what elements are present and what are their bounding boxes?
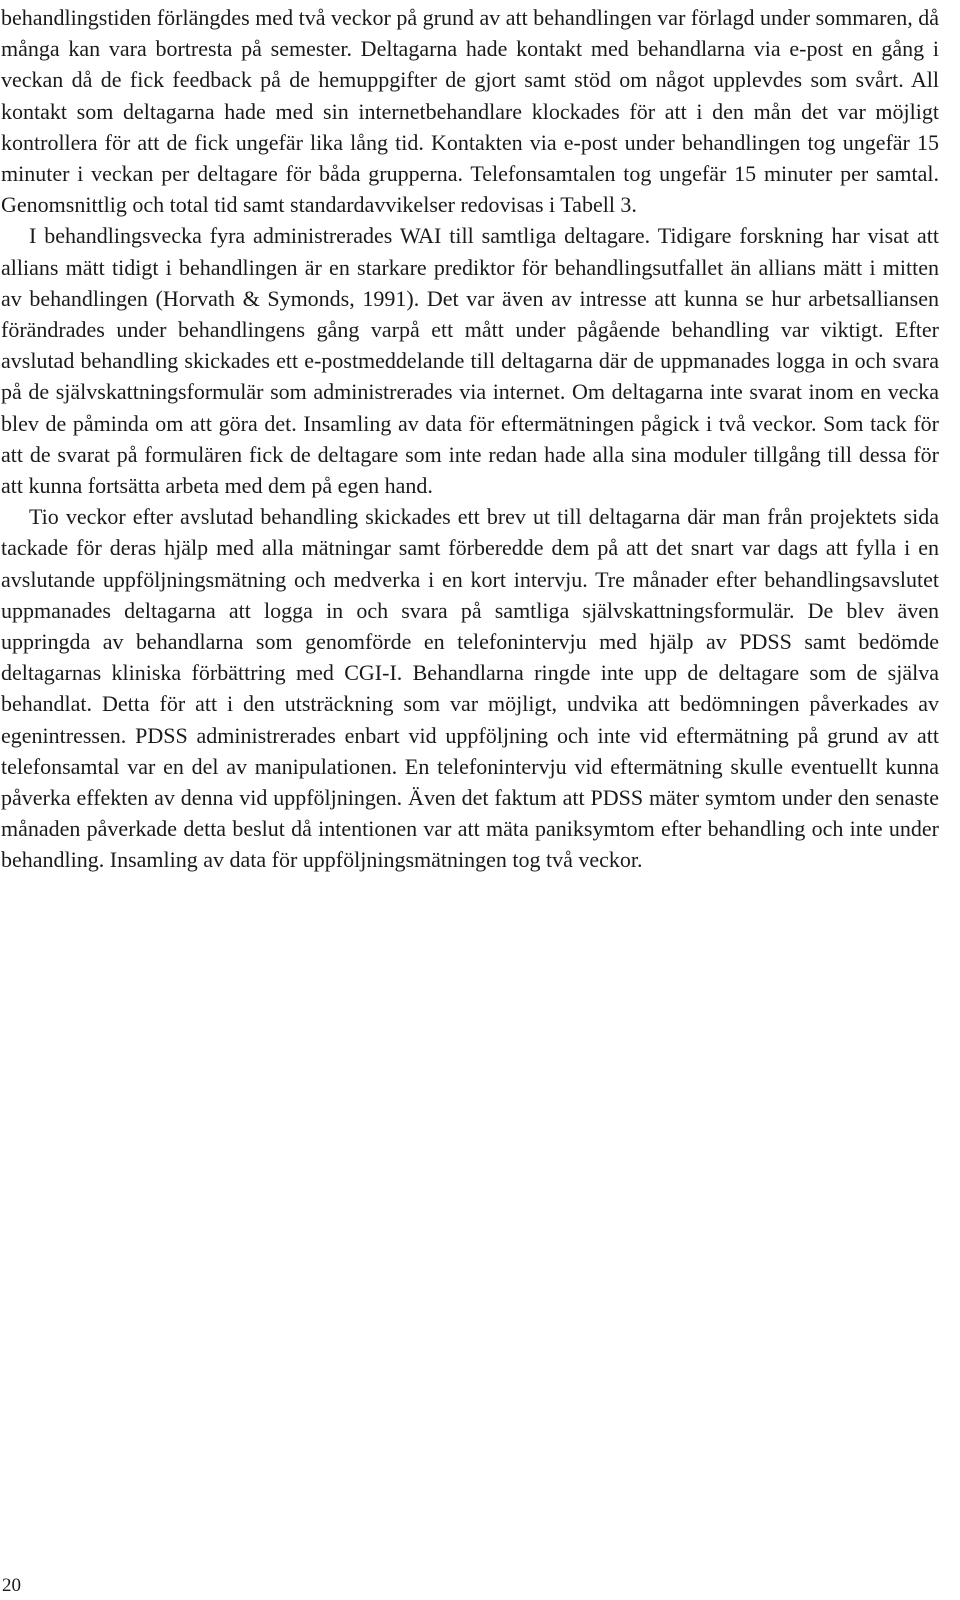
paragraph-3: Tio veckor efter avslutad behandling skickades ett brev ut till deltagarna där man från projektets sida tackade för deras hjälp med alla mätningar samt förberedde dem på att det snart var dags att fylla i en avslutande uppföljningsmätning och medverka i en kort intervju. Tre månader efter behandlingsavslutet uppmanades deltagarna att logga in och svara på samtliga självskattningsformulär. De blev även uppringda av behandlarna som genomförde en telefonintervju med hjälp av PDSS samt bedömde deltagarnas kliniska förbättring med CGI-I. Behandlarna ringde inte upp de deltagare som de själva behandlat. Detta för att i den utsträckning som var möjligt, undvika att bedömningen påverkades av egenintressen. PDSS administrerades enbart vid uppföljning och inte vid eftermätning på grund av att telefonsamtal var en del av manipulationen. En telefonintervju vid eftermätning skulle eventuellt kunna påverka effekten av denna vid uppföljningen. Även det faktum att PDSS mäter symtom under den senaste månaden påverkade detta beslut då intentionen var att mäta paniksymtom efter behandling och inte under behandling. Insamling av data för uppföljningsmätningen tog två veckor. — [1, 504, 939, 873]
paragraph-1: behandlingstiden förlängdes med två veckor på grund av att behandlingen var förlagd under sommaren, då många kan vara bortresta på semester. Deltagarna hade kontakt med behandlarna via e-post en gång i veckan då de fick feedback på de hemuppgifter de gjort samt stöd om något upplevdes som svårt. All kontakt som deltagarna hade med sin internetbehandlare klockades för att i den mån det var möjligt kontrollera för att de fick ungefär lika lång tid. Kontakten via e-post under behandlingen tog ungefär 15 minuter i veckan per deltagare för båda grupperna. Telefonsamtalen tog ungefär 15 minuter per samtal. Genomsnittlig och total tid samt standardavvikelser redovisas i Tabell 3. — [1, 5, 939, 218]
body-text — [1, 2, 939, 876]
page-number: 20 — [2, 1575, 21, 1596]
paragraph-2: I behandlingsvecka fyra administrerades WAI till samtliga deltagare. Tidigare forskning har visat att allians mätt tidigt i behandlingen är en starkare prediktor för behandlingsutfallet än allians mätt i mitten av behandlingen (Horvath & Symonds, 1991). Det var även av intresse att kunna se hur arbetsalliansen förändrades under behandlingens gång varpå ett mått under pågående behandling var viktigt. Efter avslutad behandling skickades ett e-postmeddelande till deltagarna där de uppmanades logga in och svara på de självskattningsformulär som administrerades via internet. Om deltagarna inte svarat inom en vecka blev de påminda om att göra det. Insamling av data för eftermätningen pågick i två veckor. Som tack för att de svarat på formulären fick de deltagare som inte redan hade alla sina moduler tillgång till dessa för att kunna fortsätta arbeta med dem på egen hand. — [1, 223, 939, 499]
